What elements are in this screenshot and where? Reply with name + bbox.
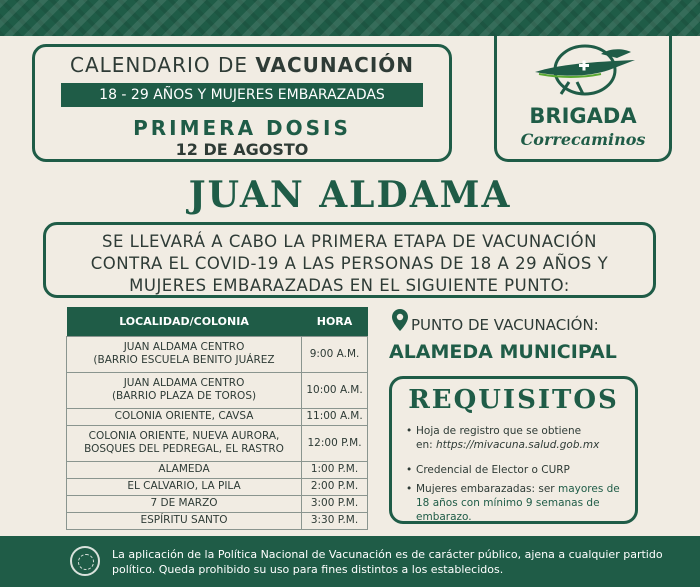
time-cell: 10:00 A.M. — [302, 372, 368, 408]
table-row — [67, 478, 368, 495]
time-cell: 3:30 P.M. — [302, 512, 368, 529]
locality-cell: ESPÍRITU SANTO — [67, 512, 302, 529]
table-row — [67, 408, 368, 425]
locality-cell — [67, 425, 302, 461]
locality-cell — [67, 372, 302, 408]
announcement-line: CONTRA EL COVID-19 A LAS PERSONAS DE 18 A 29 AÑOS Y — [90, 254, 609, 273]
vaccination-point-label: PUNTO DE VACUNACIÓN: — [411, 316, 599, 334]
announcement-line: MUJERES EMBARAZADAS EN EL SIGUIENTE PUNTO: — [129, 276, 570, 295]
national-seal-icon — [70, 546, 100, 576]
audience-banner: 18 - 29 AÑOS Y MUJERES EMBARAZADAS — [61, 83, 423, 107]
requirement-text: Credencial de Elector o CURP — [416, 464, 570, 476]
table-row — [67, 372, 368, 408]
date-label: 12 DE AGOSTO — [175, 140, 309, 159]
requirements-box — [389, 376, 638, 524]
locality-cell: 7 DE MARZO — [67, 495, 302, 512]
footer-disclaimer: La aplicación de la Política Nacional de Vacunación es de carácter público, ajena a cualquier partido político. Queda prohibido su uso para fines distintos a los establecidos. — [112, 548, 663, 576]
time-cell: 1:00 P.M. — [302, 461, 368, 478]
time-cell: 9:00 A.M. — [302, 336, 368, 372]
requirement-item — [406, 424, 631, 452]
registration-url[interactable]: https://mivacuna.salud.gob.mx — [436, 439, 600, 451]
dose-label: PRIMERA DOSIS — [133, 116, 351, 140]
announcement-line: SE LLEVARÁ A CABO LA PRIMERA ETAPA DE VACUNACIÓN — [102, 232, 597, 251]
table-row — [67, 461, 368, 478]
locality-line: JUAN ALDAMA CENTRO — [123, 341, 245, 353]
time-header: HORA — [302, 307, 368, 336]
table-row — [67, 495, 368, 512]
calendar-title-bold: VACUNACIÓN — [255, 53, 414, 77]
locality-line: JUAN ALDAMA CENTRO — [123, 377, 245, 389]
location-pin-icon — [391, 308, 409, 332]
requirement-item — [406, 482, 631, 524]
time-cell: 3:00 P.M. — [302, 495, 368, 512]
locality-line: COLONIA ORIENTE, NUEVA AURORA, — [88, 430, 280, 442]
locality-cell: EL CALVARIO, LA PILA — [67, 478, 302, 495]
top-decorative-band — [0, 0, 700, 36]
calendar-box — [32, 44, 452, 162]
time-cell: 11:00 A.M. — [302, 408, 368, 425]
announcement-box — [43, 222, 656, 298]
requirement-item — [406, 463, 631, 477]
locality-line: (BARRIO PLAZA DE TOROS) — [111, 390, 257, 402]
time-cell: 2:00 P.M. — [302, 478, 368, 495]
brigade-subtitle: Correcaminos — [520, 130, 646, 149]
table-row — [67, 512, 368, 529]
calendar-title — [35, 53, 449, 77]
brigade-title: BRIGADA — [529, 104, 637, 128]
time-cell: 12:00 P.M. — [302, 425, 368, 461]
table-row — [67, 425, 368, 461]
band-pattern — [0, 0, 700, 36]
locality-cell — [67, 336, 302, 372]
bullet-icon: • — [406, 464, 413, 476]
bullet-icon: • — [406, 425, 413, 437]
requirement-text: Hoja de registro que se obtiene — [416, 425, 582, 437]
table-row — [67, 336, 368, 372]
requirement-highlight: mayores de 18 años con mínimo 9 semanas de embarazo. — [416, 483, 620, 523]
town-name: JUAN ALDAMA — [188, 174, 512, 216]
roadrunner-logo-icon — [531, 42, 639, 100]
requirement-text: en: — [416, 439, 433, 451]
locality-header: LOCALIDAD/COLONIA — [67, 307, 302, 336]
vaccination-point-name: ALAMEDA MUNICIPAL — [389, 341, 617, 363]
locality-cell: COLONIA ORIENTE, CAVSA — [67, 408, 302, 425]
schedule-header-row — [67, 307, 368, 336]
locality-line: (BARRIO ESCUELA BENITO JUÁREZ — [93, 354, 275, 366]
locality-line: BOSQUES DEL PEDREGAL, EL RASTRO — [84, 443, 284, 455]
bullet-icon: • — [406, 483, 413, 495]
schedule-table — [66, 307, 368, 530]
brigade-box — [494, 36, 672, 162]
requirement-text: Mujeres embarazadas: ser — [416, 483, 555, 495]
calendar-title-prefix: CALENDARIO DE — [69, 53, 249, 77]
requirements-title: REQUISITOS — [408, 385, 619, 415]
locality-cell: ALAMEDA — [67, 461, 302, 478]
